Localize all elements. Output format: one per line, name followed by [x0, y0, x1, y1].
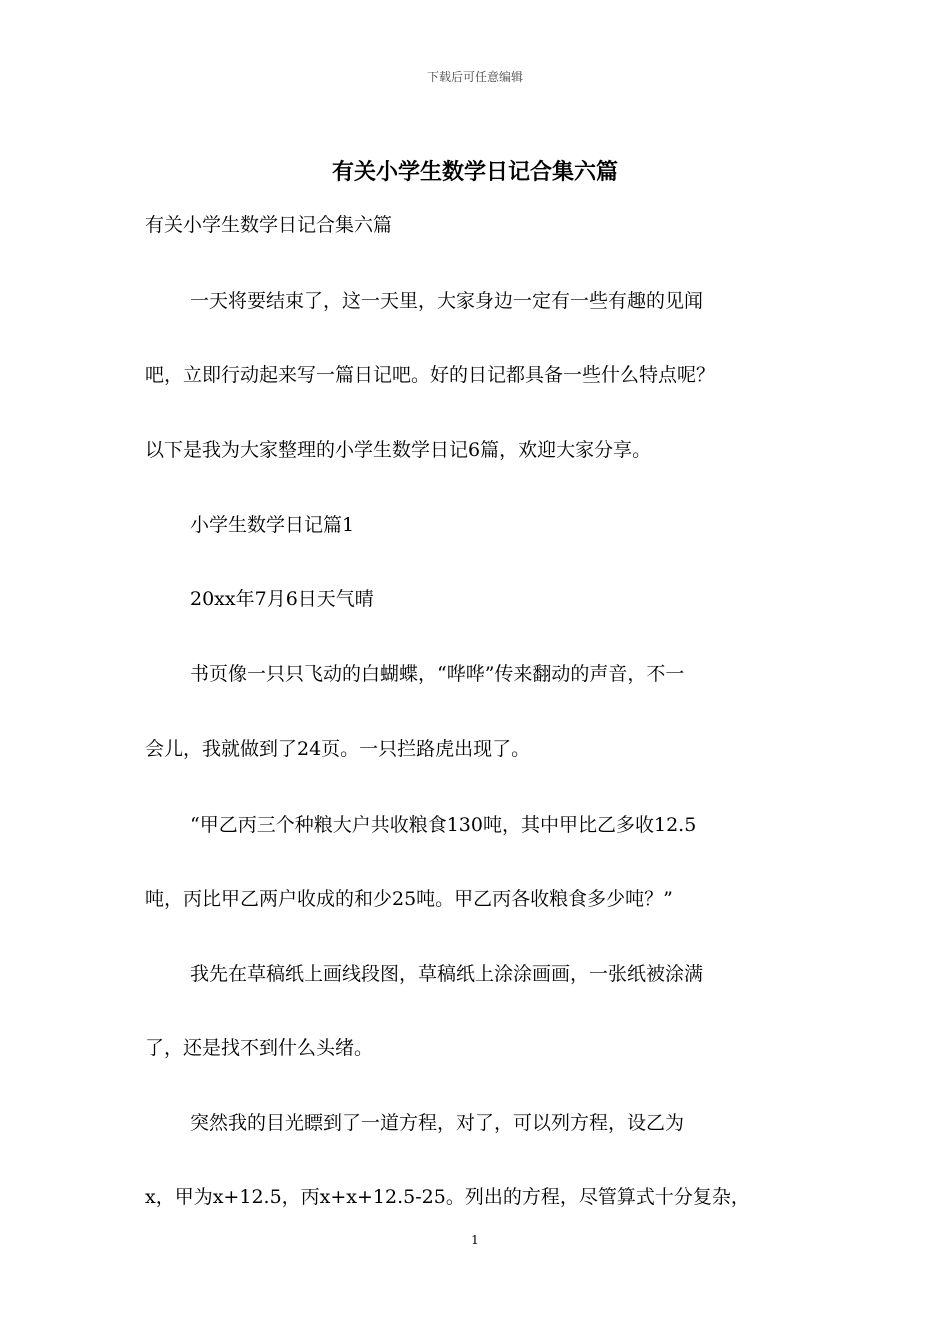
paragraph-line: 书页像一只只飞动的白蝴蝶，“哗哗”传来翻动的声音，不一	[190, 663, 685, 685]
paragraph-line: x，甲为x+12.5，丙x+x+12.5-25。列出的方程，尽管算式十分复杂，	[145, 1186, 750, 1208]
document-title: 有关小学生数学日记合集六篇	[331, 159, 618, 185]
paragraph-line: “甲乙丙三个种粮大户共收粮食130吨，其中甲比乙多收12.5	[190, 814, 697, 836]
paragraph-line: 一天将要结束了，这一天里，大家身边一定有一些有趣的见闻	[190, 290, 704, 312]
header-note: 下载后可任意编辑	[426, 70, 523, 84]
paragraph-line: 会儿，我就做到了24页。一只拦路虎出现了。	[145, 738, 531, 760]
section-heading: 小学生数学日记篇1	[190, 514, 355, 536]
paragraph-line: 我先在草稿纸上画线段图，草稿纸上涂涂画画，一张纸被涂满	[190, 963, 704, 985]
paragraph-line: 了，还是找不到什么头绪。	[145, 1037, 374, 1059]
date-line: 20xx年7月6日天气晴	[190, 588, 374, 610]
paragraph-line: 吧，立即行动起来写一篇日记吧。好的日记都具备一些什么特点呢？	[145, 364, 716, 386]
paragraph-line: 以下是我为大家整理的小学生数学日记6篇，欢迎大家分享。	[145, 439, 652, 461]
paragraph-line: 突然我的目光瞟到了一道方程，对了，可以列方程，设乙为	[190, 1112, 685, 1134]
paragraph-line: 吨，丙比甲乙两户收成的和少25吨。甲乙丙各收粮食多少吨？”	[145, 888, 673, 910]
paragraph-line: 有关小学生数学日记合集六篇	[145, 214, 393, 236]
page-number: 1	[471, 1233, 479, 1247]
